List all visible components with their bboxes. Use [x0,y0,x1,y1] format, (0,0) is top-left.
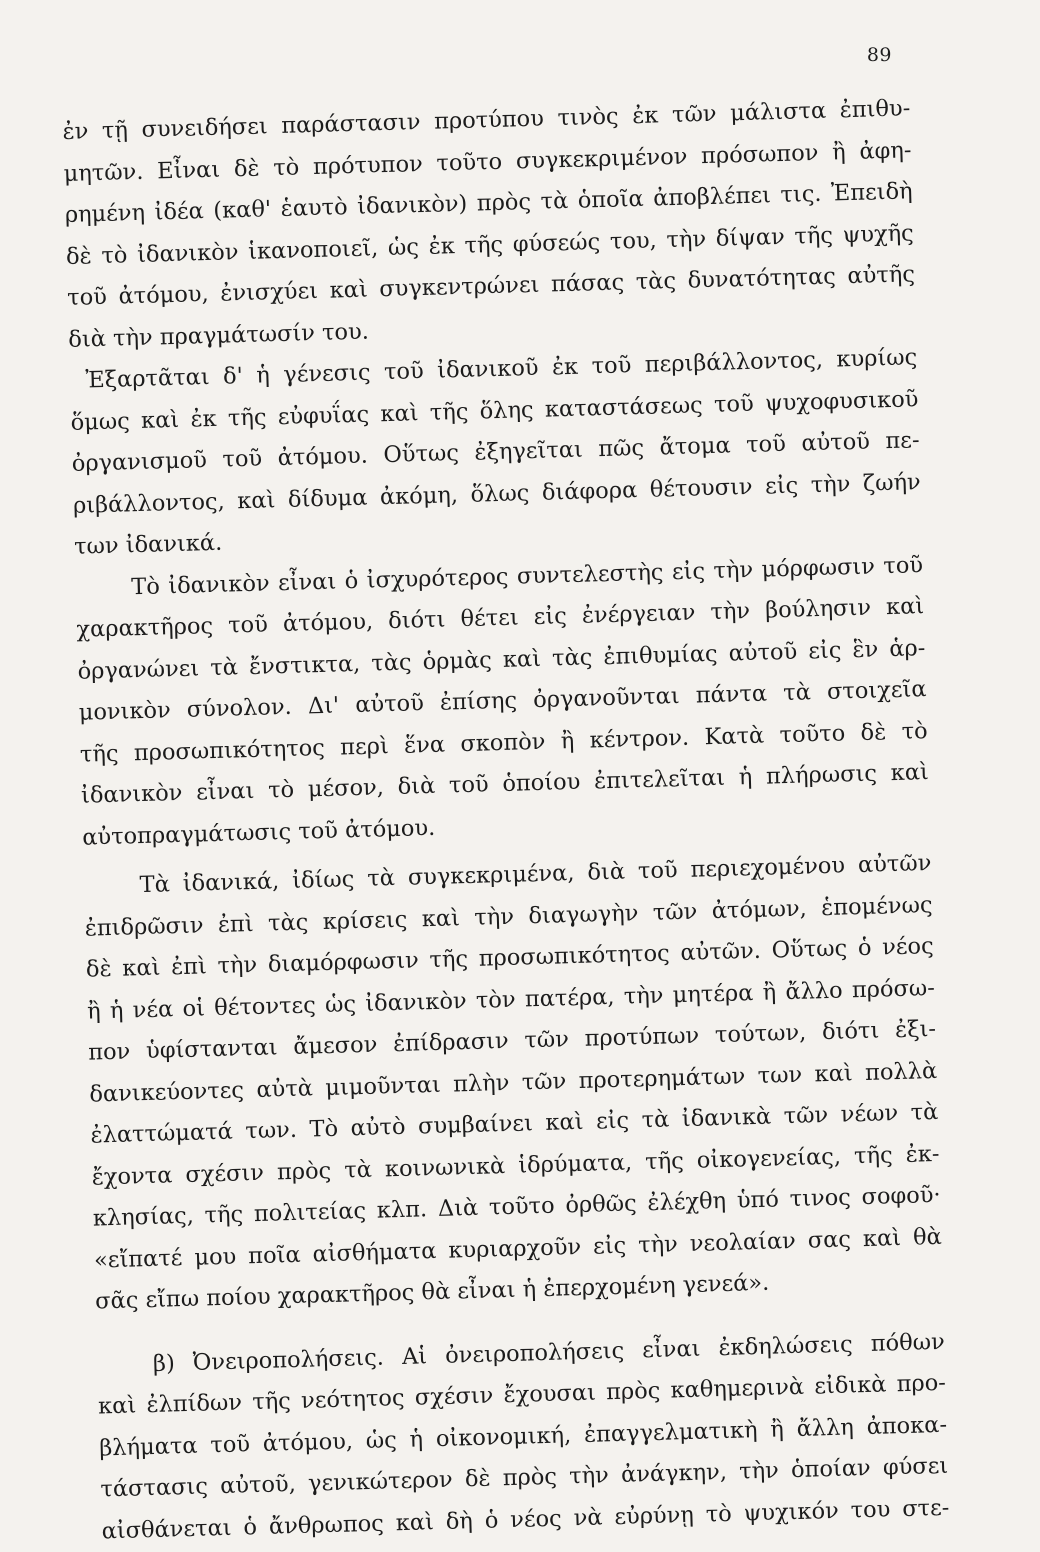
text-line: χαρακτῆρος τοῦ ἀτόμου, διότι θέτει εἰς ἐνέργειαν τὴν βούλησιν καὶ [76,593,925,643]
text-line: δὲ τὸ ἰδανικὸν ἱκανοποιεῖ, ὡς ἐκ τῆς φύσεώς του, τὴν δίψαν τῆς ψυχῆς [65,219,915,270]
text-line: Τὰ ἰδανικά, ἰδίως τὰ συγκεκριμένα, διὰ τοῦ περιεχομένου αὐτῶν [139,850,932,899]
text-line: ρημένη ἰδέα (καθ' ἑαυτὸ ἰδανικὸν) πρὸς τὰ ὁποῖα ἀποβλέπει τις. Ἐπειδὴ [64,178,913,228]
text-line: αἰσθάνεται ὁ ἄνθρωπος καὶ δὴ ὁ νέος νὰ εὐρύνῃ τὸ ψυχικόν του στε- [101,1494,950,1544]
paragraph-5 [96,1321,949,1552]
paragraph-1 [62,88,917,361]
text-line: β) Ὀνειροπολήσεις. Αἱ ὀνειροπολήσεις εἶναι ἐκδηλώσεις πόθων [152,1328,946,1377]
text-line: κλησίας, τῆς πολιτείας κλπ. Διὰ τοῦτο ὀρθῶς ἐλέχθη ὑπό τινος σοφοῦ· [92,1181,941,1232]
text-line: ἔχοντα σχέσιν πρὸς τὰ κοινωνικὰ ἱδρύματα, τῆς οἰκογενείας, τῆς ἐκ- [91,1140,940,1191]
text-line: ἐλαττώματά των. Τὸ αὐτὸ συμβαίνει καὶ εἰς τὰ ἰδανικὰ τῶν νέων τὰ [90,1098,939,1149]
text-line: τῆς προσωπικότητος περὶ ἕνα σκοπὸν ἢ κέντρον. Κατὰ τοῦτο δὲ τὸ [79,717,928,768]
text-line: αὐτοπραγμάτωσις τοῦ ἀτόμου. [81,814,436,851]
text-line: τάστασις αὐτοῦ, γενικώτερον δὲ πρὸς τὴν ἀνάγκην, τὴν ὁποίαν φύσει [100,1452,949,1503]
text-line: των ἰδανικά. [73,529,223,560]
text-line: ὀργανώνει τὰ ἔνστικτα, τὰς ὁρμὰς καὶ τὰς ἐπιθυμίας αὐτοῦ εἰς ἓν ἁρ- [77,634,926,685]
text-line: ριβάλλοντος, καὶ δίδυμα ἀκόμη, ὅλως διάφορα θέτουσιν εἰς τὴν ζωήν [72,468,922,519]
text-line: διὰ τὴν πραγμάτωσίν του. [67,318,370,353]
paragraph-3 [75,545,931,859]
text-line: δανικεύοντες αὐτὰ μιμοῦνται πλὴν τῶν προτερημάτων των καὶ πολλὰ [89,1057,938,1108]
paragraph-2 [69,337,922,568]
text-line: ἰδανικὸν εἶναι τὸ μέσον, διὰ τοῦ ὁποίου ἐπιτελεῖται ἡ πλήρωσις καὶ [80,759,930,809]
text-line: Ἐξαρτᾶται δ' ἡ γένεσις τοῦ ἰδανικοῦ ἐκ τοῦ περιβάλλοντος, κυρίως [85,344,918,394]
text-line: μονικὸν σύνολον. Δι' αὐτοῦ ἐπίσης ὀργανοῦνται πάντα τὰ στοιχεῖα [78,676,927,726]
page-number: 89 [866,44,892,66]
text-line: ὀργανισμοῦ τοῦ ἀτόμου. Οὕτως ἐξηγεῖται πῶς ἄτομα τοῦ αὐτοῦ πε- [71,427,920,477]
text-line: καὶ ἐλπίδων τῆς νεότητος σχέσιν ἔχουσαι πρὸς καθημερινὰ εἰδικὰ προ- [97,1369,947,1420]
paragraph-4 [83,843,943,1323]
text-line: σᾶς εἴπω ποίου χαρακτῆρος θὰ εἶναι ἡ ἐπερχομένη γενεά». [94,1269,770,1315]
text-line: «εἴπατέ μου ποῖα αἰσθήματα κυριαρχοῦν εἰς τὴν νεολαίαν σας καὶ θὰ [93,1223,943,1274]
text-line: ἢ ἡ νέα οἱ θέτοντες ὡς ἰδανικὸν τὸν πατέρα, τὴν μητέρα ἢ ἄλλο πρόσω- [86,974,936,1025]
text-line: μητῶν. Εἶναι δὲ τὸ πρότυπον τοῦτο συγκεκριμένον πρόσωπον ἢ ἀφη- [63,136,912,187]
text-line: δὲ καὶ ἐπὶ τὴν διαμόρφωσιν τῆς προσωπικότητος αὐτῶν. Οὕτως ὁ νέος [85,932,934,983]
text-line: τοῦ ἀτόμου, ἐνισχύει καὶ συγκεντρώνει πάσας τὰς δυνατότητας αὐτῆς [66,261,916,311]
text-line: βλήματα τοῦ ἀτόμου, ὡς ἡ οἰκονομική, ἐπαγγελματικὴ ἢ ἄλλη ἀποκα- [98,1411,948,1461]
text-line: Τὸ ἰδανικὸν εἶναι ὁ ἰσχυρότερος συντελεστὴς εἰς τὴν μόρφωσιν τοῦ [130,551,924,600]
text-line: ὅμως καὶ ἐκ τῆς εὐφυΐας καὶ τῆς ὅλης καταστάσεως τοῦ ψυχοφυσικοῦ [70,385,919,436]
text-line: ἐν τῇ συνειδήσει παράστασιν προτύπου τινὸς ἐκ τῶν μάλιστα ἐπιθυ- [62,95,911,145]
text-line: ἐπιδρῶσιν ἐπὶ τὰς κρίσεις καὶ τὴν διαγωγὴν τῶν ἀτόμων, ἑπομένως [84,891,933,942]
text-line: πον ὑφίστανται ἄμεσον ἐπίδρασιν τῶν προτύπων τούτων, διότι ἐξι- [87,1015,937,1066]
body-text [62,88,950,1552]
